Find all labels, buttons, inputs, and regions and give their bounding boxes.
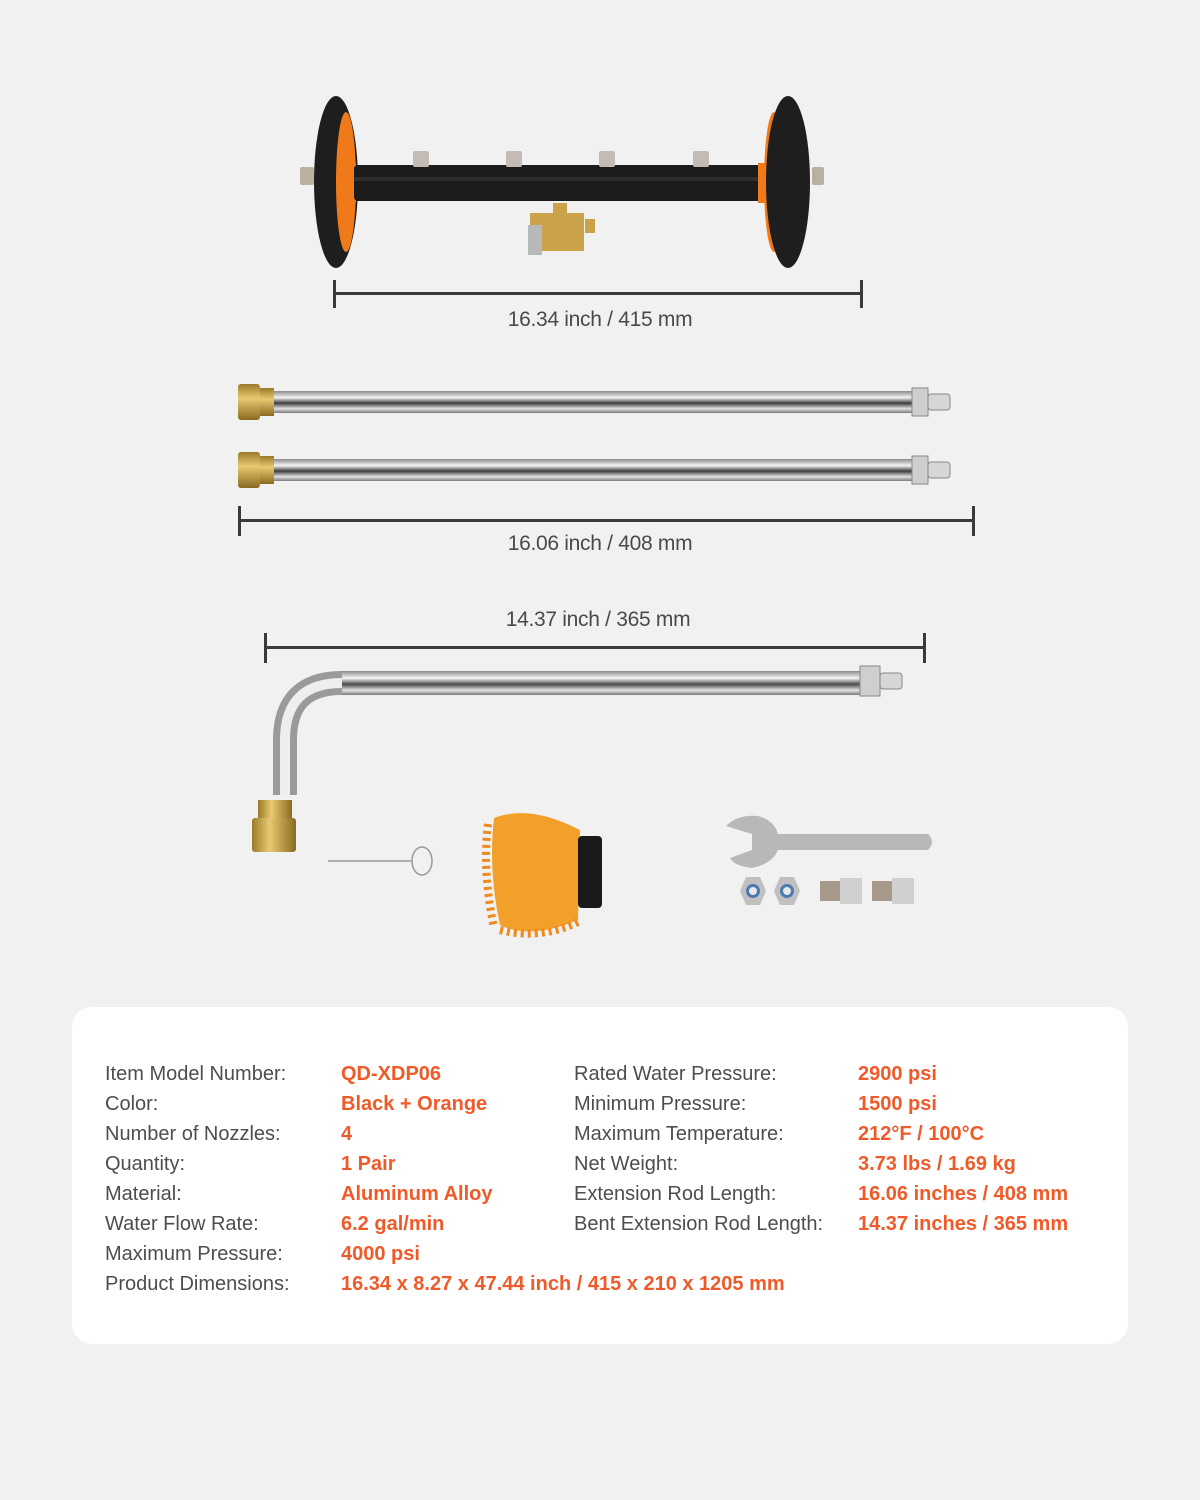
nuts-fittings-icon bbox=[738, 873, 918, 909]
wrench-illustration bbox=[722, 812, 937, 872]
undercarriage-cleaner-illustration bbox=[300, 85, 900, 285]
spec-value: 1 Pair bbox=[341, 1153, 396, 1175]
spec-label: Bent Extension Rod Length: bbox=[574, 1213, 824, 1235]
cleaner-bar-icon bbox=[300, 85, 900, 285]
spec-label: Maximum Temperature: bbox=[574, 1123, 784, 1145]
spec-label: Net Weight: bbox=[574, 1153, 679, 1175]
wrench-icon bbox=[722, 812, 937, 872]
spec-label: Maximum Pressure: bbox=[105, 1243, 283, 1265]
spec-value: 1500 psi bbox=[858, 1093, 937, 1115]
spec-row bbox=[105, 1239, 845, 1269]
spec-label: Item Model Number: bbox=[105, 1063, 287, 1085]
spec-label: Minimum Pressure: bbox=[574, 1093, 747, 1115]
spec-label: Rated Water Pressure: bbox=[574, 1063, 777, 1085]
main-bar-dimension-label: 16.34 inch / 415 mm bbox=[507, 308, 693, 331]
spec-label: Material: bbox=[105, 1183, 182, 1205]
spec-row bbox=[574, 1089, 1114, 1119]
spec-row bbox=[574, 1179, 1114, 1209]
cleaning-pin-illustration bbox=[328, 845, 438, 877]
spec-value: 3.73 lbs / 1.69 kg bbox=[858, 1153, 1016, 1175]
spec-value: 16.34 x 8.27 x 47.44 inch / 415 x 210 x 1205 mm bbox=[341, 1273, 785, 1295]
spec-row bbox=[105, 1269, 845, 1299]
spec-label: Number of Nozzles: bbox=[105, 1123, 281, 1145]
spec-row bbox=[574, 1209, 1114, 1239]
spec-label: Quantity: bbox=[105, 1153, 186, 1175]
wash-mitt-icon bbox=[460, 800, 610, 940]
spec-value: Black + Orange bbox=[341, 1093, 488, 1115]
specs-right-column bbox=[574, 1059, 1114, 1239]
specifications-panel bbox=[72, 1007, 1128, 1344]
nuts-and-fittings-illustration bbox=[738, 873, 918, 909]
spec-value: 6.2 gal/min bbox=[341, 1213, 445, 1235]
spec-label: Water Flow Rate: bbox=[105, 1213, 259, 1235]
spec-value: 2900 psi bbox=[858, 1063, 937, 1085]
spec-row bbox=[574, 1119, 1114, 1149]
spec-label: Color: bbox=[105, 1093, 159, 1115]
spec-label: Extension Rod Length: bbox=[574, 1183, 777, 1205]
wash-mitt-illustration bbox=[460, 800, 610, 940]
spec-value: QD-XDP06 bbox=[341, 1063, 442, 1085]
spec-value: 212°F / 100°C bbox=[858, 1123, 985, 1145]
extension-rods-illustration bbox=[230, 380, 980, 490]
spec-value: 4000 psi bbox=[341, 1243, 420, 1265]
spec-value: 4 bbox=[341, 1123, 353, 1145]
extension-rod-icon bbox=[230, 380, 980, 490]
extension-rods-dimension-label: 16.06 inch / 408 mm bbox=[507, 532, 693, 555]
spec-row bbox=[574, 1149, 1114, 1179]
spec-label: Product Dimensions: bbox=[105, 1273, 290, 1295]
spec-value: 16.06 inches / 408 mm bbox=[858, 1183, 1069, 1205]
spec-value: 14.37 inches / 365 mm bbox=[858, 1213, 1069, 1235]
spec-row bbox=[574, 1059, 1114, 1089]
spec-value: Aluminum Alloy bbox=[341, 1183, 493, 1205]
cleaning-pin-icon bbox=[328, 845, 438, 877]
bent-rod-dimension-label: 14.37 inch / 365 mm bbox=[505, 608, 691, 631]
